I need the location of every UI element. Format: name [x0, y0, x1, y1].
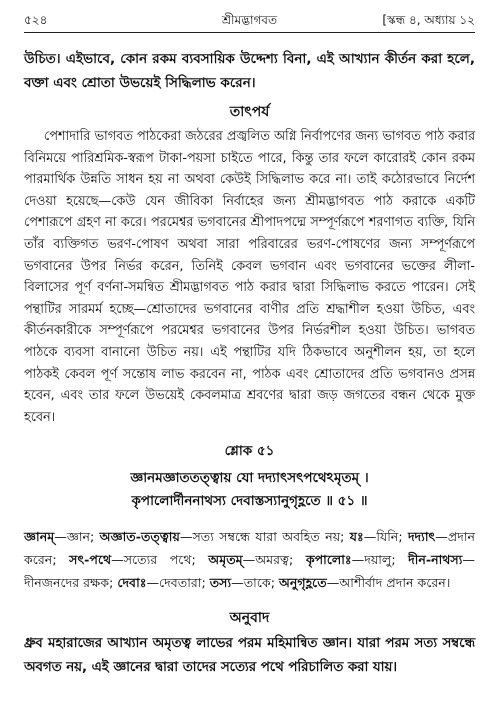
- synonym-meaning: —দেবতারা;: [146, 575, 210, 591]
- book-title: শ্রীমদ্ভাগবত: [221, 13, 277, 27]
- synonym-meaning: —তাকে;: [231, 575, 279, 591]
- synonym-meaning: —সত্য সম্বন্ধে যারা অবহিত নয়;: [179, 529, 350, 545]
- synonym-meaning: —আশীর্বাদ প্রদান করেন।: [326, 575, 451, 591]
- verse-line-1: জ্ঞানমজ্ঞাততত্ত্বায় যো দদ্যাৎসৎপথেঽমৃতম্ ।: [130, 470, 369, 487]
- synonym-word: তস্য: [209, 575, 232, 591]
- purport-section: [24, 126, 475, 428]
- synonym-meaning: —দয়ালু;: [351, 552, 409, 568]
- synonym-word: দেবাঃ: [117, 575, 147, 591]
- synonym-meaning: —অমরত্ব;: [242, 552, 306, 568]
- synonym-meaning: —যিনি;: [363, 529, 408, 545]
- synonym-word: যঃ: [349, 529, 364, 545]
- synonym-word: জ্ঞানম্: [24, 529, 55, 545]
- page-header: [24, 10, 475, 33]
- synonym-meaning: —দীনজনদের রক্ষক;: [24, 552, 475, 591]
- page-number: ৫২৪: [24, 13, 48, 27]
- synonym-meaning: —সত্যের পথে;: [111, 552, 209, 568]
- synonym-meaning: —প্রদান করেন;: [24, 529, 475, 568]
- word-for-word-synonyms: [24, 525, 475, 594]
- synonym-meaning: —জ্ঞান;: [54, 529, 100, 545]
- synonym-word: অমৃতম্: [208, 552, 243, 568]
- synonym-word: দীন-নাথস্য: [408, 552, 463, 568]
- synonym-word: সৎ-পথে: [69, 552, 112, 568]
- synonym-word: অনুগৃহ্ণতে: [278, 575, 327, 591]
- synonym-word: অজ্ঞাত-তত্ত্বায়: [99, 529, 180, 545]
- synonym-word: দদ্যাৎ: [407, 529, 436, 545]
- purport-heading: তাৎপর্য: [229, 104, 270, 120]
- translation-heading: অনুবাদ: [229, 610, 270, 627]
- synonym-word: কৃপালোঃ: [305, 552, 352, 568]
- verse-heading: শ্লোক ৫১: [224, 443, 275, 460]
- translation-text: ধ্রুব মহারাজের আখ্যান অমৃতত্ব লাভের পরম মহিমান্বিত জ্ঞান। যারা পরম সত্য সম্বন্ধে অবগত নয়, এই জ্ঞানের দ্বারা তাদের সত্যের পথে পরিচালিত করা যায়।: [24, 636, 475, 676]
- intro-paragraph: উচিত। এইভাবে, কোন রকম ব্যবসায়িক উদ্দেশ্য বিনা, এই আখ্যান কীর্তন করা হলে, বক্তা এবং শ্রোতা উভয়েই সিদ্ধিলাভ করেন।: [24, 51, 475, 91]
- purport-text: পেশাদারি ভাগবত পাঠকেরা জঠরের প্রজ্বলিত অগ্নি নির্বাপণের জন্য ভাগবত পাঠ করার বিনিময়ে পারিশ্রমিক-স্বরূপ টাকা-পয়সা চাইতে পারে, কিন্তু তার ফলে কারোরই কোন রকম পারমার্থিক উন্নতি সাধন হয় না অথবা কেউই সিদ্ধিলাভ করে না। তাই কঠোরভাবে নির্দেশ দেওয়া হয়েছে—কেউ যেন জীবিকা নির্বাহের জন্য শ্রীমদ্ভাগবত পাঠ করাকে একটি পেশারূপে গ্রহণ না করে। পরমেশ্বর ভগবানের শ্রীপাদপদ্মে সম্পূর্ণরূপে শরণাগত ব্যক্তি, যিনি তাঁর ব্যক্তিগত ভরণ-পোষণ অথবা সারা পরিবারের ভরণ-পোষণের জন্য সম্পূর্ণরূপে ভগবানের উপর নির্ভর করেন, তিনিই কেবল ভগবান এবং ভগবানের ভক্তের লীলা-বিলাসের পূর্ণ বর্ণনা-সমন্বিত শ্রীমদ্ভাগবত পাঠ করার দ্বারা সিদ্ধিলাভ করতে পারেন। সেই পন্থাটির সারমর্ম হচ্ছে—শ্রোতাদের ভগবানের বাণীর প্রতি শ্রদ্ধাশীল হওয়া উচিত, এবং কীর্তনকারীকে সম্পূর্ণরূপে পরমেশ্বর ভগবানের উপর নির্ভরশীল হওয়া উচিত। ভাগবত পাঠকে ব্যবসা বানানো উচিত নয়। এই পন্থাটির যদি ঠিকভাবে অনুশীলন হয়, তা হলে পাঠকই কেবল পূর্ণ সন্তোষ লাভ করবেন না, পাঠক এবং শ্রোতাদের প্রতি ভগবানও প্রসন্ন হবেন, এবং তার ফলে উভয়েই কেবলমাত্র শ্রবণের দ্বারা জড় জগতের বন্ধন থেকে মুক্ত হবেন।: [24, 129, 475, 425]
- section-reference: [স্কন্ধ ৪, অধ্যায় ১২: [382, 13, 475, 27]
- verse-line-2: কৃপালোর্দীননাথস্য দেবাস্তস্যানুগৃহ্ণতে ॥ ৫১ ॥: [131, 493, 368, 510]
